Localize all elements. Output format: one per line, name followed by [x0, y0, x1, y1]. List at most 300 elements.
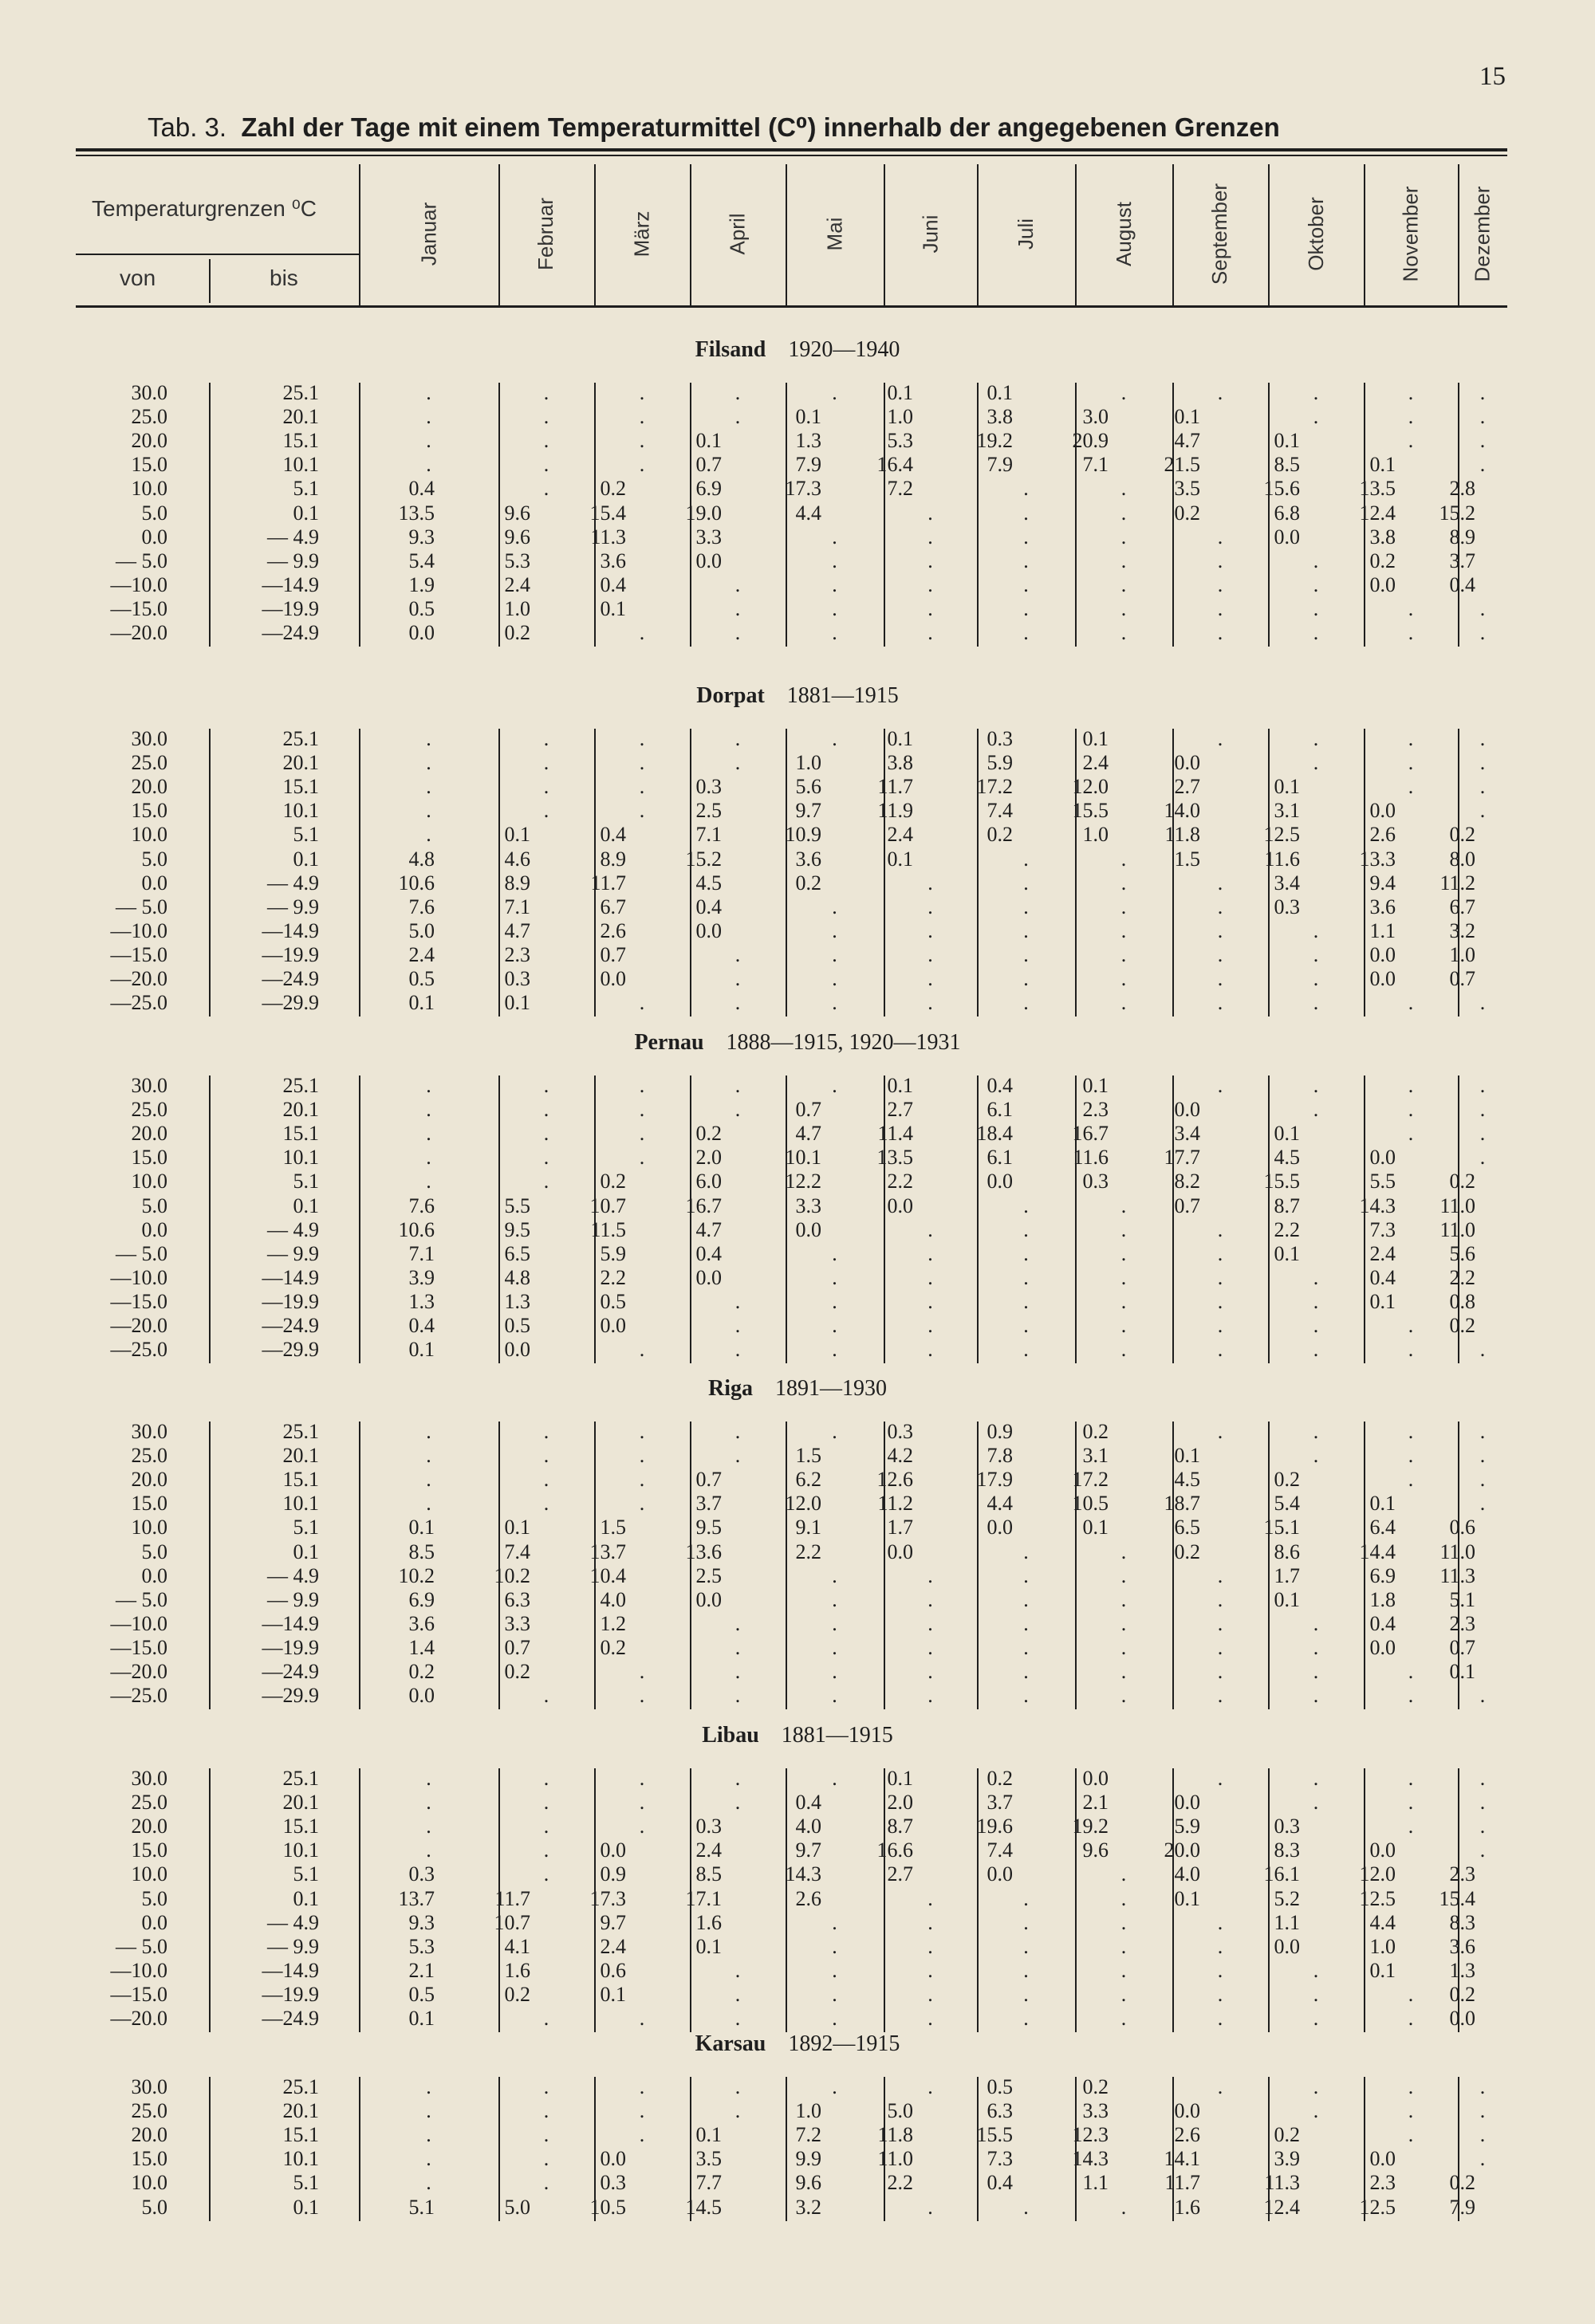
- cell-von: 20.0: [131, 429, 167, 453]
- cell-empty: .: [1479, 2075, 1486, 2098]
- cell-value: 14.3: [1359, 1193, 1396, 1217]
- cell-empty: .: [1120, 871, 1127, 895]
- cell-empty: .: [1120, 477, 1127, 501]
- cell-value: 10.6: [398, 1217, 435, 1241]
- cell-empty: .: [1120, 895, 1127, 918]
- cell-empty: .: [426, 1815, 431, 1838]
- cell-empty: .: [832, 967, 837, 990]
- cell-value: 5.9: [600, 1241, 626, 1265]
- cell-empty: .: [1479, 1444, 1486, 1468]
- cell-value: 1.1: [1274, 1910, 1300, 1934]
- cell-empty: .: [1023, 1611, 1029, 1635]
- cell-value: 7.2: [795, 2123, 821, 2147]
- cell-value: 0.0: [1369, 572, 1396, 596]
- month-header: [1458, 164, 1507, 304]
- cell-value: 5.6: [1449, 1241, 1475, 1265]
- cell-bis: —24.9: [262, 1314, 319, 1337]
- cell-empty: .: [832, 381, 837, 404]
- cell-empty: .: [543, 2171, 549, 2195]
- cell-value: 1.3: [795, 429, 821, 453]
- cell-empty: .: [1217, 596, 1223, 620]
- month-header: [977, 164, 1075, 304]
- cell-value: 1.4: [408, 1635, 435, 1659]
- cell-value: 0.0: [408, 621, 435, 644]
- cell-value: 10.1: [785, 1146, 821, 1170]
- cell-value: 0.5: [504, 1314, 530, 1337]
- cell-empty: .: [1023, 1958, 1029, 1982]
- cell-value: 0.0: [695, 1265, 722, 1289]
- cell-empty: .: [1479, 1492, 1486, 1516]
- cell-value: 0.1: [795, 405, 821, 429]
- cell-empty: .: [543, 381, 549, 404]
- cell-empty: .: [1023, 596, 1029, 620]
- cell-empty: .: [1023, 2007, 1029, 2030]
- cell-value: 0.1: [887, 847, 913, 871]
- cell-value: 0.1: [1082, 1074, 1109, 1097]
- cell-bis: 5.1: [293, 1862, 319, 1886]
- cell-von: 0.0: [141, 525, 167, 549]
- cell-von: 5.0: [141, 1886, 167, 1910]
- cell-empty: .: [1120, 1265, 1127, 1289]
- cell-empty: .: [639, 991, 645, 1015]
- cell-empty: .: [734, 1289, 741, 1313]
- cell-value: 3.2: [1449, 918, 1475, 942]
- cell-bis: 10.1: [282, 799, 319, 823]
- cell-value: 0.0: [987, 1516, 1013, 1540]
- cell-empty: .: [639, 453, 645, 477]
- cell-empty: .: [1217, 2007, 1223, 2030]
- cell-empty: .: [426, 2099, 431, 2123]
- cell-value: 0.3: [887, 1420, 913, 1443]
- cell-empty: .: [1217, 1767, 1223, 1790]
- cell-value: 3.6: [408, 1611, 435, 1635]
- cell-value: 5.1: [408, 2195, 435, 2219]
- cell-empty: .: [543, 1492, 549, 1516]
- cell-empty: .: [927, 1587, 933, 1611]
- cell-value: 17.2: [976, 775, 1013, 799]
- cell-bis: 5.1: [293, 823, 319, 847]
- cell-empty: .: [1217, 942, 1223, 966]
- cell-value: 0.0: [600, 1314, 626, 1337]
- cell-empty: .: [927, 1314, 933, 1337]
- cell-value: 0.0: [504, 1338, 530, 1362]
- cell-value: 19.6: [976, 1815, 1013, 1838]
- cell-empty: .: [1217, 1074, 1223, 1097]
- cell-value: 7.3: [987, 2147, 1013, 2171]
- cell-value: 15.4: [1439, 1886, 1475, 1910]
- cell-von: —10.0: [110, 1265, 167, 1289]
- cell-empty: .: [1408, 1767, 1414, 1790]
- cell-empty: .: [1408, 2099, 1414, 2123]
- cell-empty: .: [1217, 895, 1223, 918]
- cell-value: 11.5: [590, 1217, 626, 1241]
- cell-bis: 5.1: [293, 1170, 319, 1193]
- cell-value: 0.3: [1082, 1170, 1109, 1193]
- cell-empty: .: [1120, 1587, 1127, 1611]
- cell-value: 15.5: [1072, 799, 1109, 823]
- cell-value: 12.0: [1072, 775, 1109, 799]
- cell-value: 1.2: [600, 1611, 626, 1635]
- cell-bis: 10.1: [282, 1838, 319, 1862]
- cell-value: 7.7: [695, 2171, 722, 2195]
- cell-value: 0.3: [1274, 895, 1300, 918]
- cell-value: 0.0: [1369, 1838, 1396, 1862]
- cell-bis: —24.9: [262, 1660, 319, 1683]
- cell-empty: .: [1120, 1540, 1127, 1563]
- cell-value: 3.7: [695, 1492, 722, 1516]
- cell-empty: .: [1023, 525, 1029, 549]
- cell-bis: 15.1: [282, 2123, 319, 2147]
- cell-von: —20.0: [110, 967, 167, 990]
- cell-bis: —19.9: [262, 1289, 319, 1313]
- cell-value: 9.5: [695, 1516, 722, 1540]
- cell-empty: .: [426, 775, 431, 799]
- cell-empty: .: [1408, 751, 1414, 775]
- cell-value: 9.9: [795, 2147, 821, 2171]
- cell-empty: .: [1479, 453, 1486, 477]
- cell-empty: .: [927, 572, 933, 596]
- cell-empty: .: [734, 751, 741, 775]
- cell-value: 17.3: [589, 1886, 626, 1910]
- cell-value: 0.4: [987, 2171, 1013, 2195]
- cell-value: 8.7: [887, 1815, 913, 1838]
- cell-value: 5.5: [1369, 1170, 1396, 1193]
- cell-empty: .: [1120, 918, 1127, 942]
- cell-empty: .: [1479, 727, 1486, 750]
- cell-empty: .: [1313, 572, 1319, 596]
- cell-value: 4.6: [504, 847, 530, 871]
- cell-von: 15.0: [131, 1838, 167, 1862]
- cell-von: —25.0: [110, 991, 167, 1015]
- cell-value: 0.1: [1082, 1516, 1109, 1540]
- cell-empty: .: [1479, 1146, 1486, 1170]
- cell-empty: .: [426, 405, 431, 429]
- cell-empty: .: [1408, 2007, 1414, 2030]
- cell-bis: 10.1: [282, 453, 319, 477]
- cell-value: 2.2: [887, 2171, 913, 2195]
- cell-value: 3.6: [1449, 1934, 1475, 1958]
- cell-value: 0.1: [1082, 727, 1109, 750]
- station-period: 1920—1940: [788, 337, 900, 362]
- cell-empty: .: [1313, 1684, 1319, 1708]
- cell-empty: .: [1217, 1563, 1223, 1587]
- cell-value: 4.4: [1369, 1910, 1396, 1934]
- cell-empty: .: [1120, 1611, 1127, 1635]
- header-bottom-rule: [76, 305, 1507, 308]
- cell-empty: .: [543, 1838, 549, 1862]
- cell-value: 4.0: [600, 1587, 626, 1611]
- cell-bis: 25.1: [282, 727, 319, 750]
- cell-von: 25.0: [131, 1791, 167, 1815]
- cell-value: 10.2: [398, 1563, 435, 1587]
- cell-empty: .: [1217, 1587, 1223, 1611]
- cell-empty: .: [1120, 381, 1127, 404]
- cell-empty: .: [734, 381, 741, 404]
- cell-value: 5.3: [504, 549, 530, 572]
- cell-value: 0.7: [504, 1635, 530, 1659]
- cell-value: 11.7: [590, 871, 626, 895]
- cell-value: 9.1: [795, 1516, 821, 1540]
- cell-empty: .: [832, 1289, 837, 1313]
- cell-value: 4.8: [504, 1265, 530, 1289]
- cell-empty: .: [734, 1098, 741, 1122]
- cell-empty: .: [1023, 477, 1029, 501]
- cell-value: 0.1: [1174, 1886, 1200, 1910]
- cell-value: 3.5: [695, 2147, 722, 2171]
- cell-empty: .: [832, 549, 837, 572]
- cell-value: 17.3: [785, 477, 821, 501]
- cell-empty: .: [639, 1815, 645, 1838]
- cell-empty: .: [1313, 2099, 1319, 2123]
- cell-value: 0.4: [695, 895, 722, 918]
- cell-von: 0.0: [141, 1217, 167, 1241]
- cell-empty: .: [927, 1241, 933, 1265]
- cell-value: 4.7: [695, 1217, 722, 1241]
- cell-value: 0.2: [1449, 823, 1475, 847]
- cell-von: 5.0: [141, 501, 167, 525]
- cell-value: 2.3: [1449, 1611, 1475, 1635]
- cell-value: 0.2: [1174, 501, 1200, 525]
- cell-empty: .: [426, 1492, 431, 1516]
- cell-empty: .: [927, 501, 933, 525]
- cell-value: 0.4: [1369, 1611, 1396, 1635]
- cell-value: 0.7: [1174, 1193, 1200, 1217]
- cell-value: 4.7: [504, 918, 530, 942]
- cell-empty: .: [639, 799, 645, 823]
- cell-empty: .: [1023, 871, 1029, 895]
- cell-bis: —19.9: [262, 1982, 319, 2006]
- cell-value: 2.7: [887, 1862, 913, 1886]
- cell-empty: .: [734, 1660, 741, 1683]
- cell-bis: 20.1: [282, 1098, 319, 1122]
- cell-value: 0.1: [1274, 775, 1300, 799]
- month-header: [498, 164, 594, 304]
- cell-von: 15.0: [131, 2147, 167, 2171]
- cell-empty: .: [1120, 1982, 1127, 2006]
- cell-value: 11.9: [877, 799, 913, 823]
- table-title: [148, 112, 1280, 143]
- cell-value: 2.6: [600, 918, 626, 942]
- cell-bis: 10.1: [282, 2147, 319, 2171]
- cell-value: 0.0: [1449, 2007, 1475, 2030]
- cell-value: 0.1: [887, 1767, 913, 1790]
- cell-von: —15.0: [110, 596, 167, 620]
- header-temperature-limits: Temperaturgrenzen ⁰C: [92, 196, 317, 221]
- cell-value: 8.0: [1449, 847, 1475, 871]
- cell-value: 0.2: [795, 871, 821, 895]
- cell-empty: .: [1408, 1098, 1414, 1122]
- cell-value: 0.4: [408, 477, 435, 501]
- cell-value: 11.7: [877, 775, 913, 799]
- cell-value: 1.0: [1082, 823, 1109, 847]
- station-period: 1881—1915: [781, 1723, 893, 1748]
- cell-empty: .: [1120, 1289, 1127, 1313]
- cell-empty: .: [734, 942, 741, 966]
- cell-value: 0.1: [408, 2007, 435, 2030]
- cell-value: 0.0: [1274, 1934, 1300, 1958]
- cell-empty: .: [1217, 1635, 1223, 1659]
- cell-empty: .: [1023, 1241, 1029, 1265]
- cell-empty: .: [1023, 1934, 1029, 1958]
- cell-value: 7.1: [1082, 453, 1109, 477]
- cell-value: 3.3: [1082, 2099, 1109, 2123]
- cell-empty: .: [927, 525, 933, 549]
- cell-empty: .: [1217, 572, 1223, 596]
- cell-empty: .: [1120, 1217, 1127, 1241]
- cell-value: 0.0: [600, 1838, 626, 1862]
- cell-empty: .: [927, 1563, 933, 1587]
- cell-empty: .: [832, 1982, 837, 2006]
- cell-value: 6.7: [600, 895, 626, 918]
- cell-value: 0.2: [1274, 2123, 1300, 2147]
- cell-empty: .: [1120, 2007, 1127, 2030]
- cell-empty: .: [639, 1338, 645, 1362]
- cell-empty: .: [832, 525, 837, 549]
- cell-value: 2.7: [1174, 775, 1200, 799]
- cell-empty: .: [927, 2007, 933, 2030]
- cell-value: 11.7: [494, 1886, 530, 1910]
- cell-bis: 0.1: [293, 1886, 319, 1910]
- cell-empty: .: [1313, 621, 1319, 644]
- cell-value: 0.2: [504, 1660, 530, 1683]
- cell-value: 11.8: [1164, 823, 1200, 847]
- month-header-label: April: [725, 213, 750, 255]
- cell-value: 5.9: [1174, 1815, 1200, 1838]
- cell-empty: .: [543, 1815, 549, 1838]
- cell-empty: .: [1408, 727, 1414, 750]
- cell-empty: .: [1313, 1444, 1319, 1468]
- cell-value: 0.6: [1449, 1516, 1475, 1540]
- cell-value: 0.5: [408, 967, 435, 990]
- cell-value: 5.2: [1274, 1886, 1300, 1910]
- cell-von: — 5.0: [116, 1934, 167, 1958]
- cell-value: 6.3: [987, 2099, 1013, 2123]
- cell-empty: .: [639, 775, 645, 799]
- cell-empty: .: [1479, 775, 1486, 799]
- cell-empty: .: [543, 775, 549, 799]
- cell-value: 9.6: [504, 525, 530, 549]
- cell-empty: .: [1217, 2075, 1223, 2098]
- cell-von: 25.0: [131, 2099, 167, 2123]
- cell-value: 0.2: [600, 1635, 626, 1659]
- cell-value: 4.8: [408, 847, 435, 871]
- cell-value: 1.5: [1174, 847, 1200, 871]
- cell-empty: .: [927, 1660, 933, 1683]
- cell-empty: .: [543, 453, 549, 477]
- cell-von: 5.0: [141, 1540, 167, 1563]
- cell-value: 1.1: [1082, 2171, 1109, 2195]
- cell-empty: .: [1313, 405, 1319, 429]
- cell-von: 0.0: [141, 1563, 167, 1587]
- cell-empty: .: [543, 2099, 549, 2123]
- cell-value: 1.6: [695, 1910, 722, 1934]
- cell-value: 1.3: [1449, 1958, 1475, 1982]
- cell-value: 0.0: [1174, 751, 1200, 775]
- cell-empty: .: [1217, 1910, 1223, 1934]
- cell-empty: .: [1313, 1791, 1319, 1815]
- cell-empty: .: [1120, 501, 1127, 525]
- cell-value: 3.7: [987, 1791, 1013, 1815]
- cell-empty: .: [543, 1862, 549, 1886]
- cell-value: 17.2: [1072, 1468, 1109, 1492]
- header-bis: bis: [270, 265, 298, 290]
- cell-value: 5.5: [504, 1193, 530, 1217]
- cell-value: 1.0: [504, 596, 530, 620]
- cell-bis: — 9.9: [267, 1587, 319, 1611]
- cell-value: 1.1: [1369, 918, 1396, 942]
- cell-empty: .: [927, 871, 933, 895]
- cell-value: 14.0: [1164, 799, 1200, 823]
- cell-empty: .: [1023, 2195, 1029, 2219]
- cell-value: 0.3: [600, 2171, 626, 2195]
- cell-empty: .: [734, 572, 741, 596]
- cell-value: 0.1: [1274, 1241, 1300, 1265]
- cell-von: 10.0: [131, 823, 167, 847]
- cell-empty: .: [426, 2123, 431, 2147]
- cell-empty: .: [1479, 405, 1486, 429]
- cell-value: 7.9: [1449, 2195, 1475, 2219]
- month-header-label: September: [1207, 183, 1232, 285]
- cell-value: 11.6: [1073, 1146, 1109, 1170]
- cell-empty: .: [832, 1635, 837, 1659]
- cell-empty: .: [734, 727, 741, 750]
- cell-empty: .: [1313, 991, 1319, 1015]
- cell-empty: .: [1120, 1886, 1127, 1910]
- cell-von: 25.0: [131, 1098, 167, 1122]
- cell-bis: —19.9: [262, 942, 319, 966]
- cell-value: 1.0: [1369, 1934, 1396, 1958]
- cell-value: 12.0: [785, 1492, 821, 1516]
- cell-empty: .: [543, 405, 549, 429]
- cell-empty: .: [734, 2099, 741, 2123]
- cell-empty: .: [639, 1791, 645, 1815]
- cell-bis: —24.9: [262, 2007, 319, 2030]
- cell-von: 20.0: [131, 2123, 167, 2147]
- cell-value: 11.0: [1439, 1193, 1475, 1217]
- cell-empty: .: [426, 1444, 431, 1468]
- cell-value: 2.0: [887, 1791, 913, 1815]
- cell-value: 8.6: [1274, 1540, 1300, 1563]
- cell-empty: .: [927, 967, 933, 990]
- cell-value: 0.1: [1274, 1122, 1300, 1146]
- cell-empty: .: [832, 1910, 837, 1934]
- cell-empty: .: [1479, 621, 1486, 644]
- month-header-label: Januar: [416, 202, 440, 266]
- cell-value: 11.2: [1439, 871, 1475, 895]
- cell-empty: .: [1023, 1265, 1029, 1289]
- station-name: Riga: [708, 1376, 753, 1401]
- month-header: [1075, 164, 1172, 304]
- cell-value: 14.5: [685, 2195, 722, 2219]
- cell-empty: .: [1479, 381, 1486, 404]
- cell-bis: —24.9: [262, 621, 319, 644]
- cell-value: 0.2: [1449, 1170, 1475, 1193]
- cell-von: 0.0: [141, 1910, 167, 1934]
- cell-value: 13.7: [398, 1886, 435, 1910]
- cell-empty: .: [1023, 1684, 1029, 1708]
- cell-empty: .: [639, 727, 645, 750]
- cell-value: 8.3: [1274, 1838, 1300, 1862]
- cell-empty: .: [426, 751, 431, 775]
- cell-value: 4.5: [695, 871, 722, 895]
- cell-value: 7.2: [887, 477, 913, 501]
- cell-von: —25.0: [110, 1684, 167, 1708]
- cell-bis: 20.1: [282, 2099, 319, 2123]
- cell-empty: .: [734, 1074, 741, 1097]
- cell-value: 0.1: [600, 596, 626, 620]
- cell-value: 2.1: [408, 1958, 435, 1982]
- cell-value: 2.3: [1082, 1098, 1109, 1122]
